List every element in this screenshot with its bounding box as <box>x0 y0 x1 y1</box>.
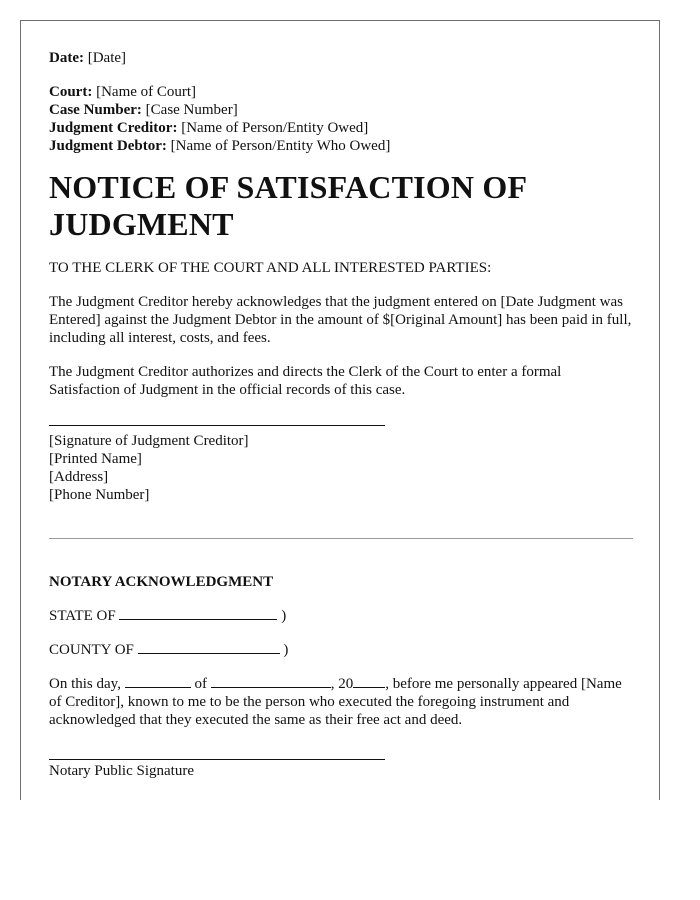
court-value: [Name of Court] <box>96 84 197 100</box>
day-blank <box>125 675 191 688</box>
case-number-label: Case Number: <box>49 102 142 118</box>
judgment-creditor-label: Judgment Creditor: <box>49 120 178 136</box>
county-paren: ) <box>283 642 289 658</box>
address-placeholder: [Address] <box>49 469 109 485</box>
appeared-text: , before me personally appeared <box>385 676 578 692</box>
signature-block <box>49 432 633 504</box>
judgment-debtor-label: Judgment Debtor: <box>49 138 167 154</box>
year-blank <box>353 675 385 688</box>
document-title: NOTICE OF SATISFACTION OF JUDGMENT <box>49 169 527 242</box>
authorization-paragraph: The Judgment Creditor authorizes and directs the Clerk of the Court to enter a formal Satisfaction of Judgment in the official records of this case. <box>49 364 562 398</box>
year-prefix-text: , 20 <box>330 676 354 692</box>
state-label: STATE OF <box>49 608 116 624</box>
signature-line <box>49 425 385 426</box>
printed-name-placeholder: [Printed Name] <box>49 451 142 467</box>
court-label: Court: <box>49 84 93 100</box>
signature-placeholder: [Signature of Judgment Creditor] <box>49 433 249 449</box>
on-this-day-text: On this day, <box>49 676 121 692</box>
judgment-creditor-line <box>49 119 633 137</box>
court-line <box>49 83 633 101</box>
county-blank <box>138 641 280 654</box>
state-line <box>49 607 633 625</box>
month-blank <box>211 675 331 688</box>
judgment-debtor-value: [Name of Person/Entity Who Owed] <box>170 138 391 154</box>
judgment-debtor-line <box>49 137 633 155</box>
county-label: COUNTY OF <box>49 642 134 658</box>
date-line <box>49 49 633 67</box>
phone-number-placeholder: [Phone Number] <box>49 487 150 503</box>
section-divider <box>49 538 633 539</box>
date-value: [Date] <box>87 50 127 66</box>
document-content <box>49 49 633 780</box>
case-number-line <box>49 101 633 119</box>
notary-signature-label: Notary Public Signature <box>49 763 194 779</box>
state-blank <box>119 607 277 620</box>
state-paren: ) <box>281 608 287 624</box>
county-line <box>49 641 633 659</box>
date-label: Date: <box>49 50 84 66</box>
document-page <box>20 20 660 800</box>
judgment-creditor-value: [Name of Person/Entity Owed] <box>181 120 369 136</box>
notary-statement-continuation: [Name of Creditor], known to me to be the person who executed the foregoing instrument and acknowledged that they executed the same as their free act and deed. <box>49 676 622 728</box>
notary-statement <box>49 675 633 729</box>
acknowledgment-paragraph: The Judgment Creditor hereby acknowledges that the judgment entered on [Date Judgment was Entered] against the Judgment Debtor in the amount of $[Original Amount] has been paid in full, including all interest, costs, and fees. <box>49 294 632 346</box>
salutation: TO THE CLERK OF THE COURT AND ALL INTERESTED PARTIES: <box>49 260 492 276</box>
of-text: of <box>194 676 207 692</box>
notary-signature-line <box>49 759 385 760</box>
case-number-value: [Case Number] <box>145 102 238 118</box>
notary-heading: NOTARY ACKNOWLEDGMENT <box>49 574 274 590</box>
case-info <box>49 83 633 155</box>
